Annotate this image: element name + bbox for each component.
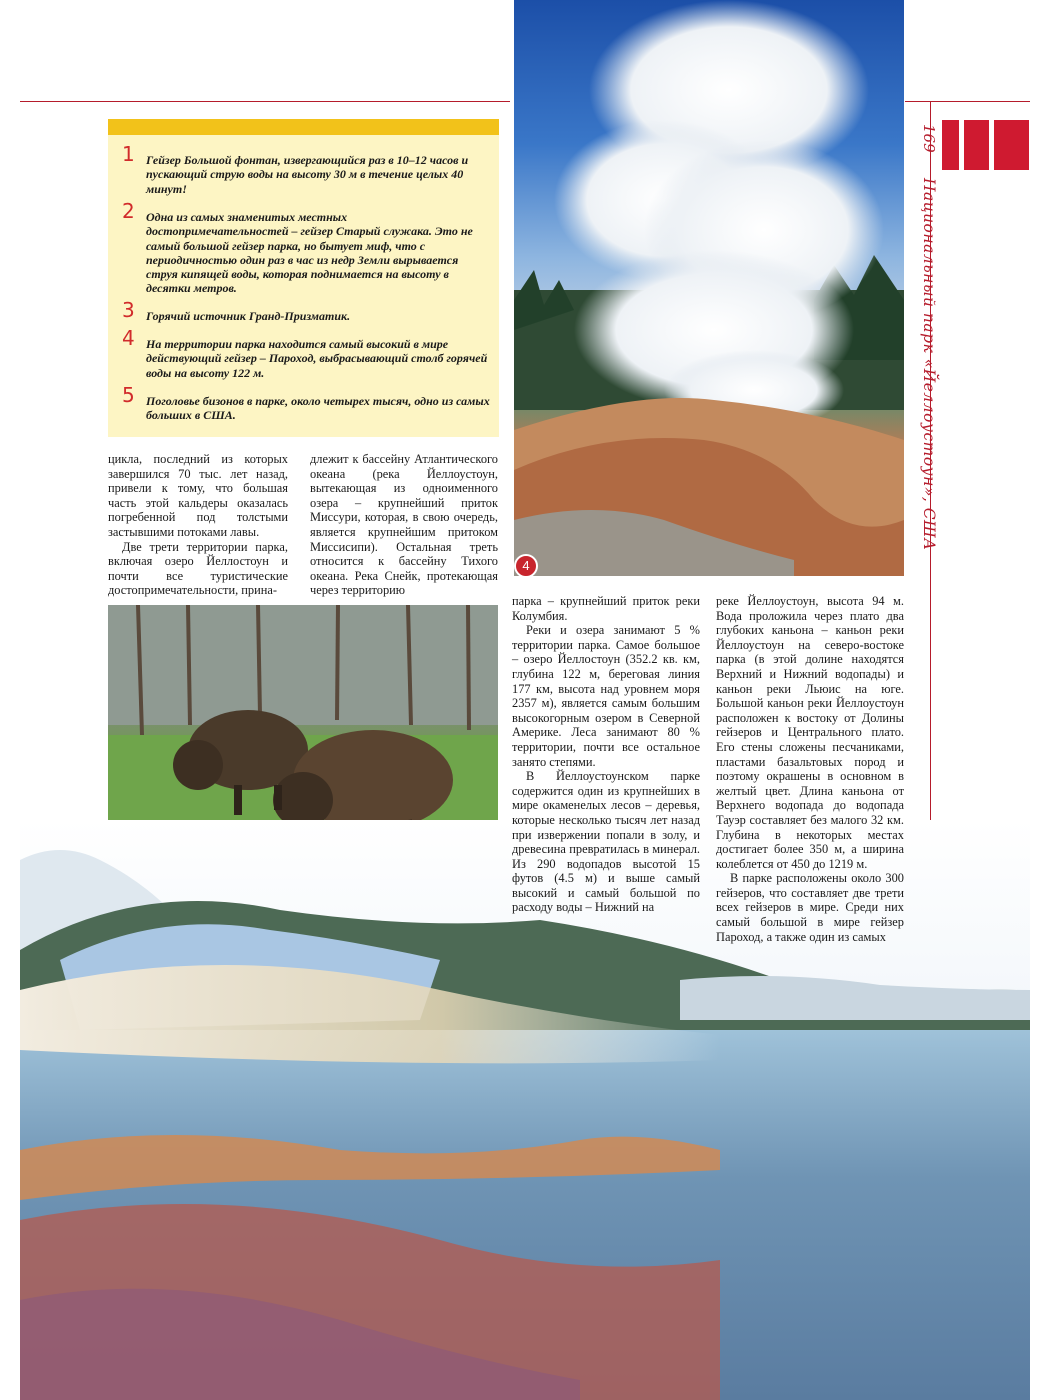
caption-number: 5: [122, 383, 135, 407]
folio-color-blocks: [937, 120, 1029, 170]
captions-box-header-bar: [108, 119, 499, 135]
caption-text: Поголовье бизонов в парке, около четырех тысяч, одно из самых больших в США.: [146, 394, 490, 423]
text-column-4: [716, 594, 904, 944]
paragraph: Две трети территории парка, включая озеро Йеллостоун и почти все туристические достопримечательности, прина-: [108, 539, 288, 598]
steamboat-geyser-photo: [514, 0, 904, 576]
top-rule-right: [905, 101, 1030, 102]
caption-number: 3: [122, 298, 135, 322]
text-column-1: [108, 452, 288, 598]
text-column-3: [512, 594, 700, 915]
text-column-2: [310, 452, 498, 598]
paragraph: цикла, последний из которых завершился 70 тыс. лет назад, привели к тому, что большая часть этой кальдеры оказалась погребенной под толстыми застывшими потоками лавы.: [108, 452, 288, 539]
photo-badge-4: 4: [514, 554, 538, 576]
caption-number: 2: [122, 199, 135, 223]
paragraph: В парке расположены около 300 гейзеров, что составляет две трети всех гейзеров в мире. Среди них самый большой в мире гейзер Пароход, а также один из самых: [716, 871, 904, 944]
caption-text: Горячий источник Гранд-Призматик.: [146, 309, 351, 323]
caption-text: Гейзер Большой фонтан, извергающийся раз в 10–12 часов и пускающий струю воды на высоту 30 м в течение целых 40 минут!: [146, 153, 469, 196]
caption-number: 1: [122, 142, 135, 166]
running-title: Национальный парк «Йеллоустоун», США: [920, 178, 938, 551]
captions-box: [108, 119, 499, 437]
caption-text: Одна из самых знаменитых местных достопримечательностей – гейзер Старый служака. Это не самый большой гейзер парка, но бытует миф, что с периодичностью один раз в час из недр Земли вырывается струя кипящей воды, которая поднимается на высоту в десятки метров.: [146, 210, 473, 296]
paragraph: реке Йеллоустоун, высота 94 м. Вода проложила через плато два глубоких каньона – каньон реки Йеллоустоун на северо-востоке парка (в этой долине находятся Верхний и Нижний водопады) и каньон реки Льюис на юге. Большой каньон реки Йеллоустоун расположен к востоку от Долины гейзеров и Центрального плато. Его стены сложены песчаниками, пластами базальтовых пород и поэтому окрашены в основном в желтый цвет. Длина каньона от Верхнего водопада до водопада Тауэр составляет без малого 32 км. Глубина в некоторых местах достигает более 350 м, а ширина колеблется от 450 до 1219 м.: [716, 594, 904, 871]
top-rule: [20, 101, 510, 102]
paragraph: В Йеллоустоунском парке содержится один из крупнейших в мире окаменелых лесов – деревья, которые несколько тысяч лет назад при извержении попали в золу, и древесина превратилась в минерал. Из 290 водопадов высотой 15 футов (4.5 м) и выше самый высокий и самый большой по расходу воды – Нижний на: [512, 769, 700, 915]
paragraph: парка – крупнейший приток реки Колумбия.: [512, 594, 700, 623]
page-number: 169: [920, 124, 938, 153]
paragraph: длежит к бассейну Атлантического океана (река Йеллоустоун, вытекающая из одноименного озера – крупнейший приток Миссури, которая, в свою очередь, является крупнейшим притоком Миссисипи). Остальная треть относится к бассейну Тихого океана. Река Снейк, протекающая через территорию: [310, 452, 498, 598]
caption-number: 4: [122, 326, 135, 350]
caption-text: На территории парка находится самый высокий в мире действующий гейзер – Пароход, выбрасывающий столб горячей воды на высоту 122 м.: [146, 337, 488, 380]
paragraph: Реки и озера занимают 5 % территории парка. Самое большое – озеро Йеллостоун (352.2 кв. км, глубина 122 м, береговая линия 177 км, высота над уровнем моря 2357 м), является самым большим высокогорным озером в Северной Америке. Леса занимают 80 % территории, почти все остальное занято степями.: [512, 623, 700, 769]
